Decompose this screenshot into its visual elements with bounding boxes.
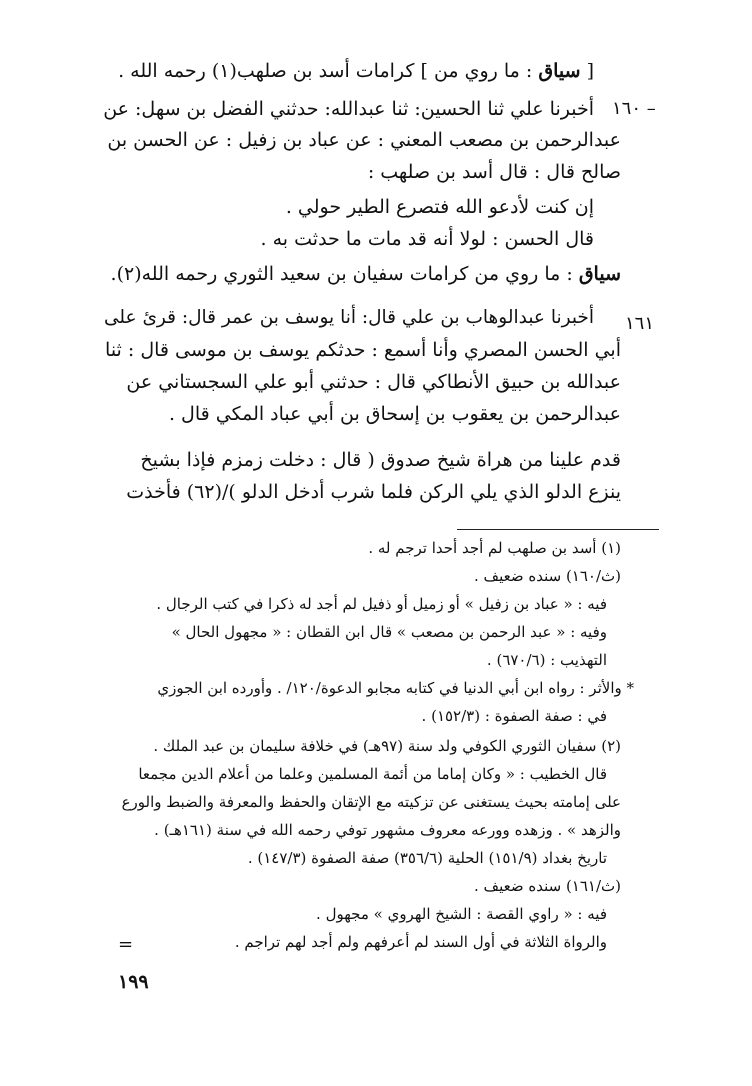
footnote-line: والزهد » . وزهده وورعه معروف مشهور توفي رحمه الله في سنة (١٦١هـ) . <box>154 821 621 839</box>
hadith-161-line: عبدالله بن حبيق الأنطاكي قال : حدثني أبو علي السجستاني عن <box>126 371 621 393</box>
footnote-line: (١) أسد بن صلهب لم أجد أحدا ترجم له . <box>368 539 621 557</box>
heading-text: : ما روي من كرامات سفيان بن سعيد الثوري رحمه الله(٢). <box>110 263 573 285</box>
hadith-160-line: صالح قال : قال أسد بن صلهب : <box>367 161 621 183</box>
heading-text: : ما روي من ] كرامات أسد بن صلهب(١) رحمه الله . <box>118 60 533 82</box>
heading-key: سياق <box>538 60 581 82</box>
footnote-line: فيه : « راوي القصة : الشيخ الهروي » مجهول . <box>316 905 607 923</box>
hadith-160-line: إن كنت لأدعو الله فتصرع الطير حولي . <box>285 196 594 218</box>
footnote-line: تاريخ بغداد (١٥١/٩) الحلية (٣٥٦/٦) صفة الصفوة (١٤٧/٣) . <box>247 849 607 867</box>
footnote-line: (ث/١٦٠) سنده ضعيف . <box>474 567 621 585</box>
footnote-line: على إمامته بحيث يستغنى عن تزكيته مع الإتقان والحفظ والمعرفة والضبط والورع <box>121 793 621 811</box>
footnote-line: قال الخطيب : « وكان إماما من أئمة المسلمين وعلما من أعلام الدين مجمعا <box>138 765 607 783</box>
continuation-mark: = <box>118 934 134 955</box>
hadith-161-line: قدم علينا من هراة شيخ صدوق ( قال : دخلت زمزم فإذا بشيخ <box>140 449 621 471</box>
footnote-line: (ث/١٦١) سنده ضعيف . <box>474 877 621 895</box>
section-heading-asad <box>118 60 594 82</box>
footnote-line: في : صفة الصفوة : (١٥٢/٣) . <box>421 707 607 725</box>
hadith-160-line: أخبرنا علي ثنا الحسين: ثنا عبدالله: حدثني الفضل بن سهل: عن <box>103 98 594 120</box>
footnote-line: (٢) سفيان الثوري الكوفي ولد سنة (٩٧هـ) في خلافة سليمان بن عبد الملك . <box>153 737 621 755</box>
footnote-line: والرواة الثلاثة في أول السند لم أعرفهم ولم أجد لهم تراجم . <box>234 933 607 951</box>
hadith-161-line: أبي الحسن المصري وأنا أسمع : حدثكم يوسف بن موسى قال : ثنا <box>105 339 621 361</box>
hadith-number-161: ١٦١ <box>625 313 655 334</box>
page-number: ١٩٩ <box>118 971 149 993</box>
footnote-line: فيه : « عباد بن زفيل » أو زميل أو ذفيل لم أجد له ذكرا في كتب الرجال . <box>156 595 607 613</box>
heading-bracket: [ <box>586 60 594 82</box>
hadith-161-line: عبدالرحمن بن يعقوب بن إسحاق بن أبي عباد المكي قال . <box>168 403 621 425</box>
heading-key: سياق <box>578 263 621 285</box>
footnote-line: التهذيب : (٦٧٠/٦) . <box>486 651 607 669</box>
hadith-160-line: قال الحسن : لولا أنه قد مات ما حدثت به . <box>260 228 594 250</box>
footnote-separator <box>457 529 659 530</box>
hadith-160-line: عبدالرحمن بن مصعب المعني : عن عباد بن زفيل : عن الحسن بن <box>107 129 621 151</box>
footnote-line: * والأثر : رواه ابن أبي الدنيا في كتابه مجابو الدعوة/١٢٠/ . وأورده ابن الجوزي <box>157 679 634 697</box>
hadith-161-line: ينزع الدلو الذي يلي الركن فلما شرب أدخل الدلو )/(٦٢) فأخذت <box>126 481 621 503</box>
section-heading-sufyan <box>111 263 621 285</box>
hadith-number-160: ١٦٠ – <box>612 98 656 119</box>
footnote-line: وفيه : « عبد الرحمن بن مصعب » قال ابن القطان : « مجهول الحال » <box>171 623 607 641</box>
hadith-161-line: أخبرنا عبدالوهاب بن علي قال: أنا يوسف بن عمر قال: قرئ على <box>103 307 594 328</box>
